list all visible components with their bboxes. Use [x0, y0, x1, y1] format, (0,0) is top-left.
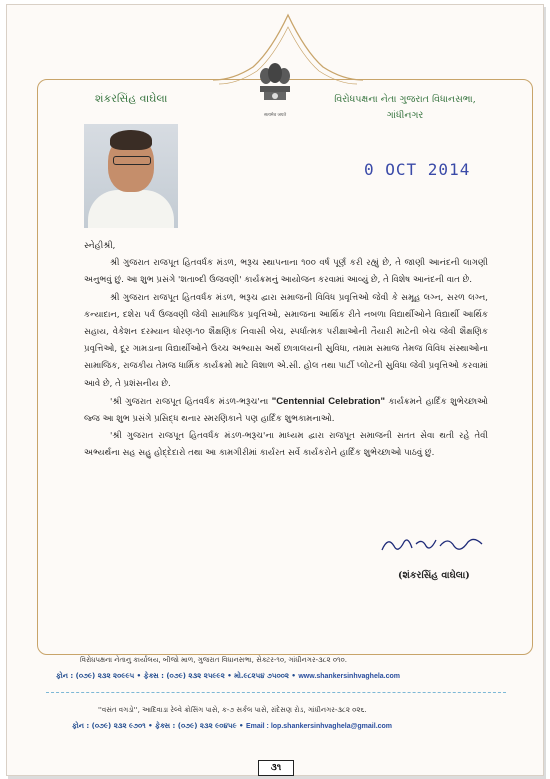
location-line: ગાંધીનગર — [386, 110, 424, 121]
footer-divider — [46, 692, 506, 693]
email-link[interactable]: Email : lop.shankersinhvaghela@gmail.com — [245, 723, 393, 730]
office-fax: ફેક્સ : (૦૭૯) ૨૩૨ ૨૫૯૯૨ • મો.૯૮૨૫૪ ૭૫૦૦૨ • — [143, 672, 299, 680]
date-stamp: 0 OCT 2014 — [364, 160, 471, 179]
paragraph-1: શ્રી ગુજરાત રાજપૂત હિતવર્ધક મંડળ, ભરૂચ સ્થાપનાના ૧૦૦ વર્ષ પૂર્ણ કરી રહ્યું છે, તે જાણી આનંદની લાગણી અનુભવું છું. આ શુભ પ્રસંગે 'શતાબ્દી ઉજવણી' કાર્યક્રમનું આયોજન કરવામાં આવ્યું છે, તે વિશેષ આનંદની વાત છે. — [84, 258, 488, 286]
handwritten-signature — [378, 532, 488, 558]
paragraph-4: 'શ્રી ગુજરાત રાજપૂત હિતવર્ધક મંડળ-ભરૂચ'ના માધ્યમ દ્વારા રાજપૂત સમાજની સતત સેવા થતી રહે તેવી અભ્યર્થના સહ સહુ હોદ્દેદારો તથા આ કામગીરીમાં કાર્યરત સર્વે કાર્યકરોને હાર્દિક શુભેચ્છાઓ પાઠવું છું. — [84, 431, 488, 459]
signatory-name: (શંકરસિંહ વાઘેલા) — [398, 570, 470, 581]
sender-portrait-photo — [84, 124, 178, 228]
letterhead-footer — [20, 652, 532, 752]
sender-designation-header — [320, 92, 490, 124]
centennial-celebration-text: "Centennial Celebration" — [271, 395, 385, 407]
paragraph-3-rest: કાર્યક્રમને હાર્દિક શુભેચ્છાઓ જ્જ આ શુભ પ્રસંગે પ્રસિદ્ધ થનાર સ્મરણિકાને પણ હાર્દિક શુભકામનાઓ. — [84, 396, 488, 425]
paragraph-2: શ્રી ગુજરાત રાજપૂત હિતવર્ધક મંડળ, ભરૂચ દ્વારા સમાજની વિવિધ પ્રવૃત્તિઓ જેવી કે સમૂહ લગ્ન, સરળ લગ્ન, કન્યાદાન, દશેરા પર્વ ઉજવણી જેવી સામાજિક પ્રવૃત્તિઓ, સમાજના આર્થિક રીતે નબળા વિદ્યાર્થીઓને વિદ્યાર્થી આર્થિક સહાય, વેકેશન દરમ્યાન ધોરણ-૧૦ શૈક્ષણિક નિવાસી બેચ, સ્પર્ધાત્મક પરીક્ષાઓની તૈયારી માટેની બેચ જેવી શૈક્ષણિક પ્રવૃત્તિઓ, દૂર ગામડાના વિદ્યાર્થીઓને ઉચ્ચ અભ્યાસ અર્થે છાત્રાલયની સુવિધા, તમામ સમાજ તેમજ વિવિધ સંસ્થાઓના સામાજિક, રાજકીય તેમજ ધાર્મિક કાર્યક્રમો માટે વિશાળ એ.સી. હોલ તથા પાર્ટી પ્લોટની સુવિધા જેવી પ્રવૃત્તિઓ કરવામાં આવે છે, તે પ્રશંસનીય છે. — [84, 292, 488, 389]
office-address: વિરોધપક્ષના નેતાનુ કાર્યાલય, બીજો માળ, ગુજરાત વિધાનસભા, સેક્ટર-૧૦, ગાંધીનગર-૩૮૨ ૦૧૦. — [80, 656, 347, 664]
emblem-motto: सत्यमेव जयते — [263, 113, 287, 118]
website-link[interactable]: www.shankersinhvaghela.com — [298, 673, 401, 680]
paragraph-3-intro: 'શ્રી ગુજરાત રાજપૂત હિતવર્ધક મંડળ-ભરૂચ'ના — [110, 396, 272, 407]
sender-name-header: શંકરસિંહ વાઘેલા — [95, 92, 168, 105]
home-phone: ફોન : (૦૭૯) ૨૩૨ ૯૭૦૧ • — [72, 722, 156, 730]
home-address: ''વસંત વગડો'', આદિવાડા રેલ્વે ક્રોસિંગ પાસે, ક-૭ સર્કલ પાસે, રાંદેસણ રોડ, ગાંધીનગર-૩૮૨ ૦૨૬. — [98, 706, 367, 714]
salutation: સ્નેહીશ્રી, — [84, 241, 116, 251]
letter-body — [84, 238, 488, 463]
home-fax: ફેક્સ : (૦૭૯) ૨૩૨ ૯૦૪૫૯ • — [155, 722, 246, 730]
designation-line: વિરોધપક્ષના નેતા ગુજરાત વિધાનસભા, — [334, 94, 476, 105]
paragraph-3 — [84, 393, 488, 428]
office-phone: ફોન : (૦૭૯) ૨૩૨ ૨૦૯૯૫ • — [56, 672, 144, 680]
national-emblem-icon — [254, 60, 296, 106]
home-contacts — [72, 722, 392, 731]
page-number: ૩૧ — [258, 760, 294, 776]
office-contacts — [56, 672, 400, 681]
